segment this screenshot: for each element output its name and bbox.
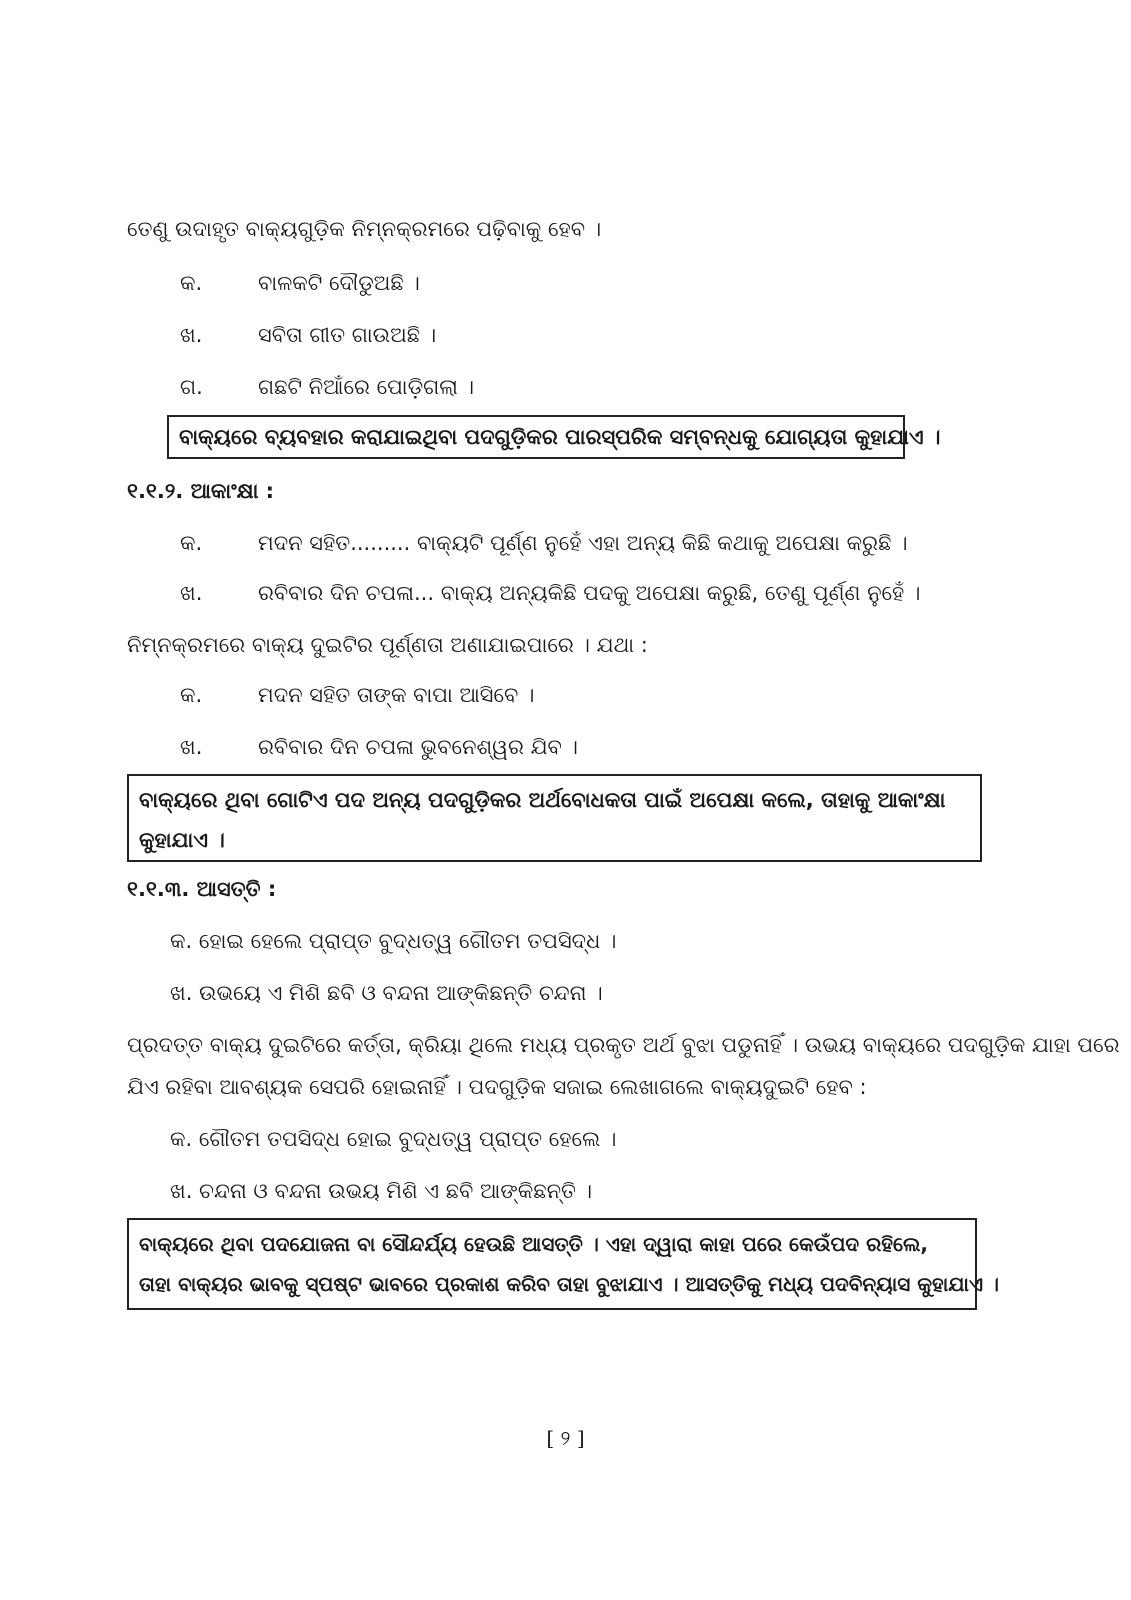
list5-item-2: ଖ. ଚନ୍ଦନା ଓ ବନ୍ଦନା ଉଭୟ ମିଶି ଏ ଛବି ଆଙ୍କିଛନ୍ତି । bbox=[170, 1179, 593, 1203]
list2-item-2: ରବିବାର ଦିନ ଚପଳା... ବାକ୍ୟ ଅନ୍ୟକିଛି ପଦକୁ ଅପେକ୍ଷା କରୁଛି, ତେଣୁ ପୂର୍ଣ୍ଣ ନୁହେଁ । bbox=[258, 581, 921, 605]
list2-item-1: ମଦନ ସହିତ......... ବାକ୍ୟଟି ପୂର୍ଣ୍ଣ ନୁହେଁ ଏହା ଅନ୍ୟ କିଛି କଥାକୁ ଅପେକ୍ଷା କରୁଛି । bbox=[258, 531, 908, 555]
list4-item-2: ଖ. ଉଭୟେ ଏ ମିଶି ଛବି ଓ ବନ୍ଦନା ଆଙ୍କିଛନ୍ତି ଚନ୍ଦନା । bbox=[170, 981, 603, 1005]
list3-item-1: ମଦନ ସହିତ ତାଙ୍କ ବାପା ଆସିବେ । bbox=[258, 683, 535, 707]
list3-label-1: କ. bbox=[180, 683, 203, 707]
section-heading-akanksha: ୧.୧.୨. ଆକାଂକ୍ଷା : bbox=[127, 479, 275, 503]
list2-label-1: କ. bbox=[180, 531, 203, 555]
paragraph-completion: ନିମ୍ନକ୍ରମରେ ବାକ୍ୟ ଦୁଇଟିର ପୂର୍ଣ୍ଣତା ଅଣାଯାଇପାରେ । ଯଥା : bbox=[127, 633, 648, 657]
list1-label-2: ଖ. bbox=[180, 323, 203, 347]
list3-label-2: ଖ. bbox=[180, 735, 203, 759]
definition-text-yogyata: ବାକ୍ୟରେ ବ୍ୟବହାର କରାଯାଇଥିବା ପଦଗୁଡ଼ିକର ପାରସ୍ପରିକ ସମ୍ବନ୍ଧକୁ ଯୋଗ୍ୟତା କୁହାଯାଏ । bbox=[179, 425, 941, 449]
definition-akanksha-line-1: ବାକ୍ୟରେ ଥିବା ଗୋଟିଏ ପଦ ଅନ୍ୟ ପଦଗୁଡ଼ିକର ଅର୍ଥବୋଧକତା ପାଇଁ ଅପେକ୍ଷା କଲେ, ତାହାକୁ ଆକାଂକ୍ଷା bbox=[139, 788, 946, 812]
list1-item-3: ଗଛଟି ନିଆଁରେ ପୋଡ଼ିଗଲା । bbox=[258, 375, 475, 399]
paragraph-asatti-line-2: ଯିଏ ରହିବା ଆବଶ୍ୟକ ସେପରି ହୋଇନାହିଁ । ପଦଗୁଡ଼ିକ ସଜାଇ ଲେଖାଗଲେ ବାକ୍ୟଦୁଇଟି ହେବ : bbox=[127, 1075, 867, 1099]
definition-asatti-line-2: ତାହା ବାକ୍ୟର ଭାବକୁ ସ୍ପଷ୍ଟ ଭାବରେ ପ୍ରକାଶ କରିବ ତାହା ବୁଝାଯାଏ । ଆସତ୍ତିକୁ ମଧ୍ୟ ପଦବିନ୍ୟାସ କୁହାଯାଏ । bbox=[139, 1272, 1000, 1296]
list1-item-2: ସବିତା ଗୀତ ଗାଉଅଛି । bbox=[258, 323, 437, 347]
definition-box-yogyata bbox=[167, 415, 941, 459]
definition-box-asatti bbox=[127, 1218, 1000, 1310]
list2-label-2: ଖ. bbox=[180, 581, 203, 605]
section-heading-asatti: ୧.୧.୩. ଆସତ୍ତି : bbox=[127, 877, 277, 901]
list3-item-2: ରବିବାର ଦିନ ଚପଳା ଭୁବନେଶ୍ୱର ଯିବ । bbox=[258, 735, 579, 759]
definition-akanksha-line-2: କୁହାଯାଏ । bbox=[139, 828, 225, 852]
list1-label-3: ଗ. bbox=[180, 375, 203, 399]
page-number: [ ୨ ] bbox=[546, 1426, 585, 1450]
intro-paragraph: ତେଣୁ ଉଦାହୃତ ବାକ୍ୟଗୁଡ଼ିକ ନିମ୍ନକ୍ରମରେ ପଢ଼ିବାକୁ ହେବ । bbox=[127, 217, 602, 241]
list4-item-1: କ. ହୋଇ ହେଲେ ପ୍ରାପ୍ତ ବୁଦ୍ଧତ୍ୱ ଗୌତମ ତପସିଦ୍ଧ । bbox=[170, 929, 617, 953]
list1-label-1: କ. bbox=[180, 271, 203, 295]
definition-box-akanksha bbox=[127, 774, 982, 862]
paragraph-asatti-line-1: ପ୍ରଦତ୍ତ ବାକ୍ୟ ଦୁଇଟିରେ କର୍ତ୍ତା, କ୍ରିୟା ଥିଲେ ମଧ୍ୟ ପ୍ରକୃତ ଅର୍ଥ ବୁଝା ପଡୁନାହିଁ । ଉଭୟ ବାକ୍ୟରେ ପଦଗୁଡ଼ିକ ଯାହା ପରେ bbox=[127, 1033, 1120, 1057]
list5-item-1: କ. ଗୌତମ ତପସିଦ୍ଧ ହୋଇ ବୁଦ୍ଧତ୍ୱ ପ୍ରାପ୍ତ ହେଲେ । bbox=[170, 1127, 617, 1151]
definition-asatti-line-1: ବାକ୍ୟରେ ଥିବା ପଦଯୋଜନା ବା ସୌନ୍ଦର୍ଯ୍ୟ ହେଉଛି ଆସତ୍ତି । ଏହା ଦ୍ୱାରା କାହା ପରେ କେଉଁପଦ ରହିଲେ, bbox=[139, 1232, 928, 1256]
list1-item-1: ବାଳକଟି ଦୌଡୁଅଛି । bbox=[258, 271, 420, 295]
